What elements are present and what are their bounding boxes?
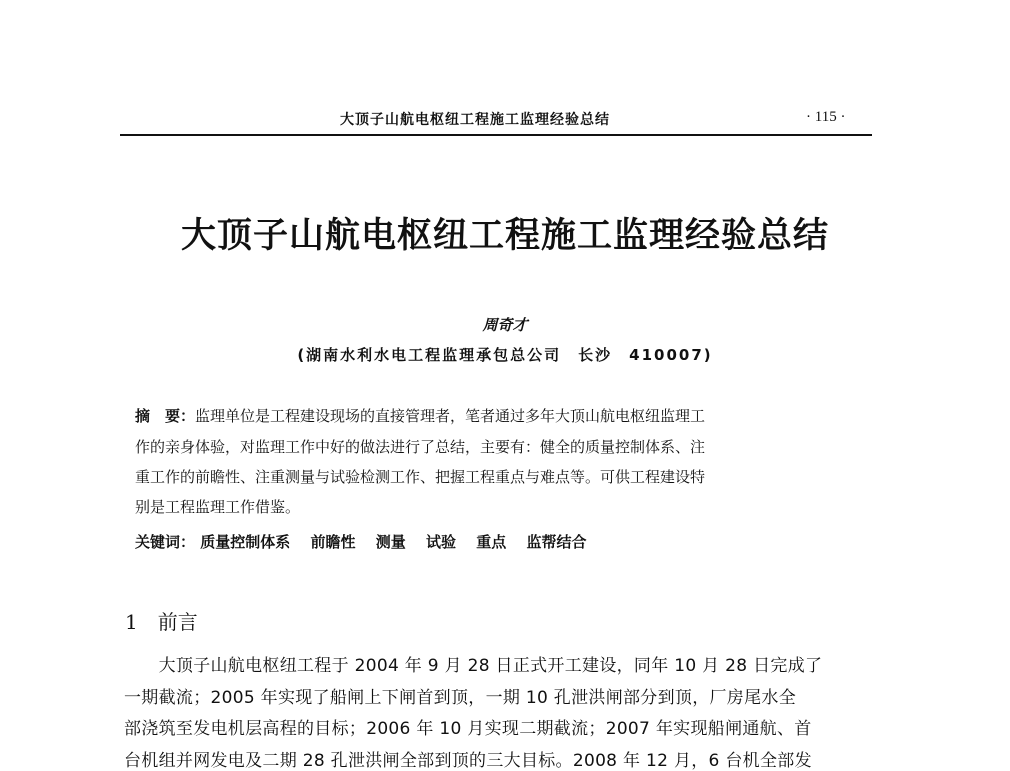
page-number: · 115 · xyxy=(806,109,846,125)
keyword: 质量控制体系 xyxy=(200,533,291,551)
abstract-label: 摘 要： xyxy=(135,407,196,425)
running-header: 大顶子山航电枢纽工程施工监理经验总结 xyxy=(340,112,610,128)
keyword: 监帮结合 xyxy=(526,533,587,551)
keyword: 试验 xyxy=(426,533,457,551)
section-title: 前言 xyxy=(157,610,198,634)
abstract-line: 别是工程监理工作借鉴。 xyxy=(135,498,301,516)
abstract-text: 监理单位是工程建设现场的直接管理者，笔者通过多年大顶山航电枢纽监理工 xyxy=(195,407,706,425)
keyword: 前瞻性 xyxy=(310,533,356,551)
body-line: 部浇筑至发电机层高程的目标；2006 年 10 月实现二期截流；2007 年实现船闸通航、首 xyxy=(124,719,812,739)
body-line: 一期截流；2005 年实现了船闸上下闸首到顶，一期 10 孔泄洪闸部分到顶，厂房尾水全 xyxy=(124,688,797,708)
body-line: 台机组并网发电及二期 28 孔泄洪闸全部到顶的三大目标。2008 年 12 月，6 台机全部发 xyxy=(124,751,812,771)
abstract-line: 作的亲身体验，对监理工作中好的做法进行了总结，主要有：健全的质量控制体系、注 xyxy=(135,438,706,456)
keywords xyxy=(135,531,587,552)
keywords-label: 关键词： xyxy=(135,533,196,551)
paper-title: 大顶子山航电枢纽工程施工监理经验总结 xyxy=(180,215,829,256)
body-line: 大顶子山航电枢纽工程于 2004 年 9 月 28 日正式开工建设，同年 10 月 28 日完成了 xyxy=(124,656,823,676)
author: 周奇才 xyxy=(482,316,528,334)
keyword: 重点 xyxy=(476,533,507,551)
keyword: 测量 xyxy=(375,533,406,551)
abstract-line xyxy=(135,405,705,426)
header-rule xyxy=(120,134,872,136)
section-number: 1 xyxy=(125,610,138,634)
affiliation: (湖南水利水电工程监理承包总公司 长沙 410007) xyxy=(297,346,713,364)
section-heading xyxy=(125,606,198,635)
abstract-line: 重工作的前瞻性、注重测量与试验检测工作、把握工程重点与难点等。可供工程建设特 xyxy=(135,468,706,486)
